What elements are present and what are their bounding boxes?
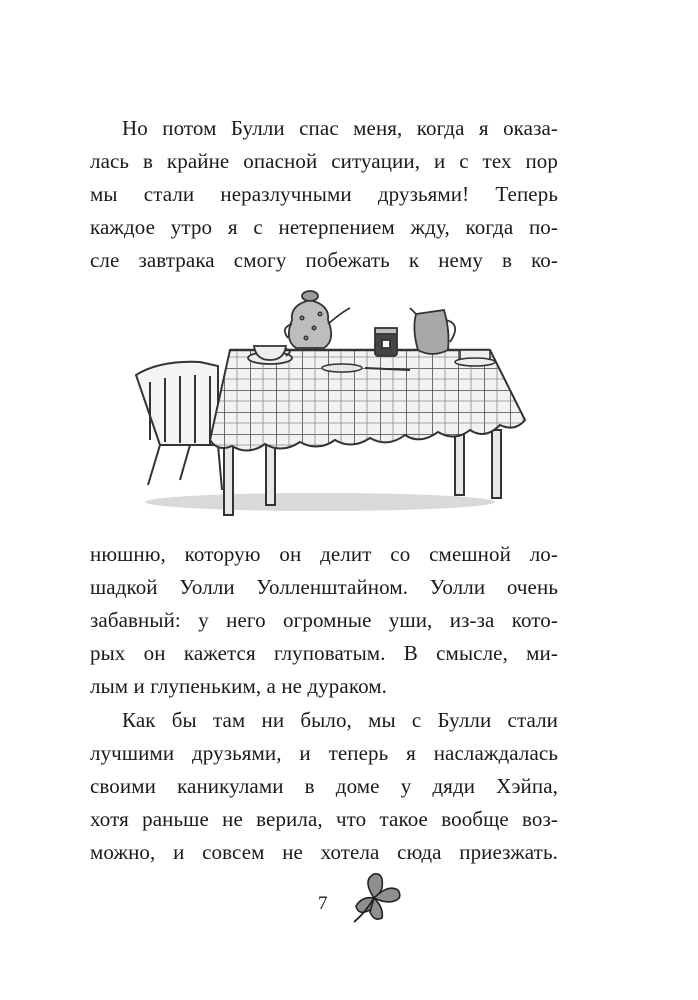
text-line: можно, и совсем не хотела сюда приезжать. [90,840,558,864]
text-line: шадкой Уолли Уолленштайном. Уолли очень [90,575,558,599]
text-line: лась в крайне опасной ситуации, и с тех пор [90,149,558,173]
text-line: забавный: у него огромные уши, из-за кото- [90,608,558,632]
text-line: каждое утро я с нетерпением жду, когда по- [90,215,558,239]
text-line: Как бы там ни было, мы с Булли стали [122,708,558,732]
text-line: лучшими друзьями, и теперь я наслаждалась [90,741,558,765]
crib-icon [136,362,222,490]
pitcher-icon [410,308,455,354]
text-line: лым и глупеньким, а не дураком. [90,674,388,698]
text-line: своими каникулами в доме у дяди Хэйпа, [90,774,558,798]
clover-icon [344,868,414,926]
teacup-icon [248,346,292,364]
teapot-icon [285,291,350,348]
text-line: мы стали неразлучными друзьями! Теперь [90,182,558,206]
jam-jar-icon [375,328,397,356]
text-line: нюшню, которую он делит со смешной ло- [90,542,558,566]
table-illustration [120,280,530,530]
text-line: хотя раньше не верила, что такое вообще воз- [90,807,558,831]
text-line: сле завтрака смогу побежать к нему в ко- [90,248,558,272]
page-number: 7 [318,893,328,914]
text-line: рых он кажется глуповатым. В смысле, ми- [90,641,558,665]
text-line: Но потом Булли спас меня, когда я оказа- [122,116,558,140]
butter-dish-icon [455,350,495,366]
